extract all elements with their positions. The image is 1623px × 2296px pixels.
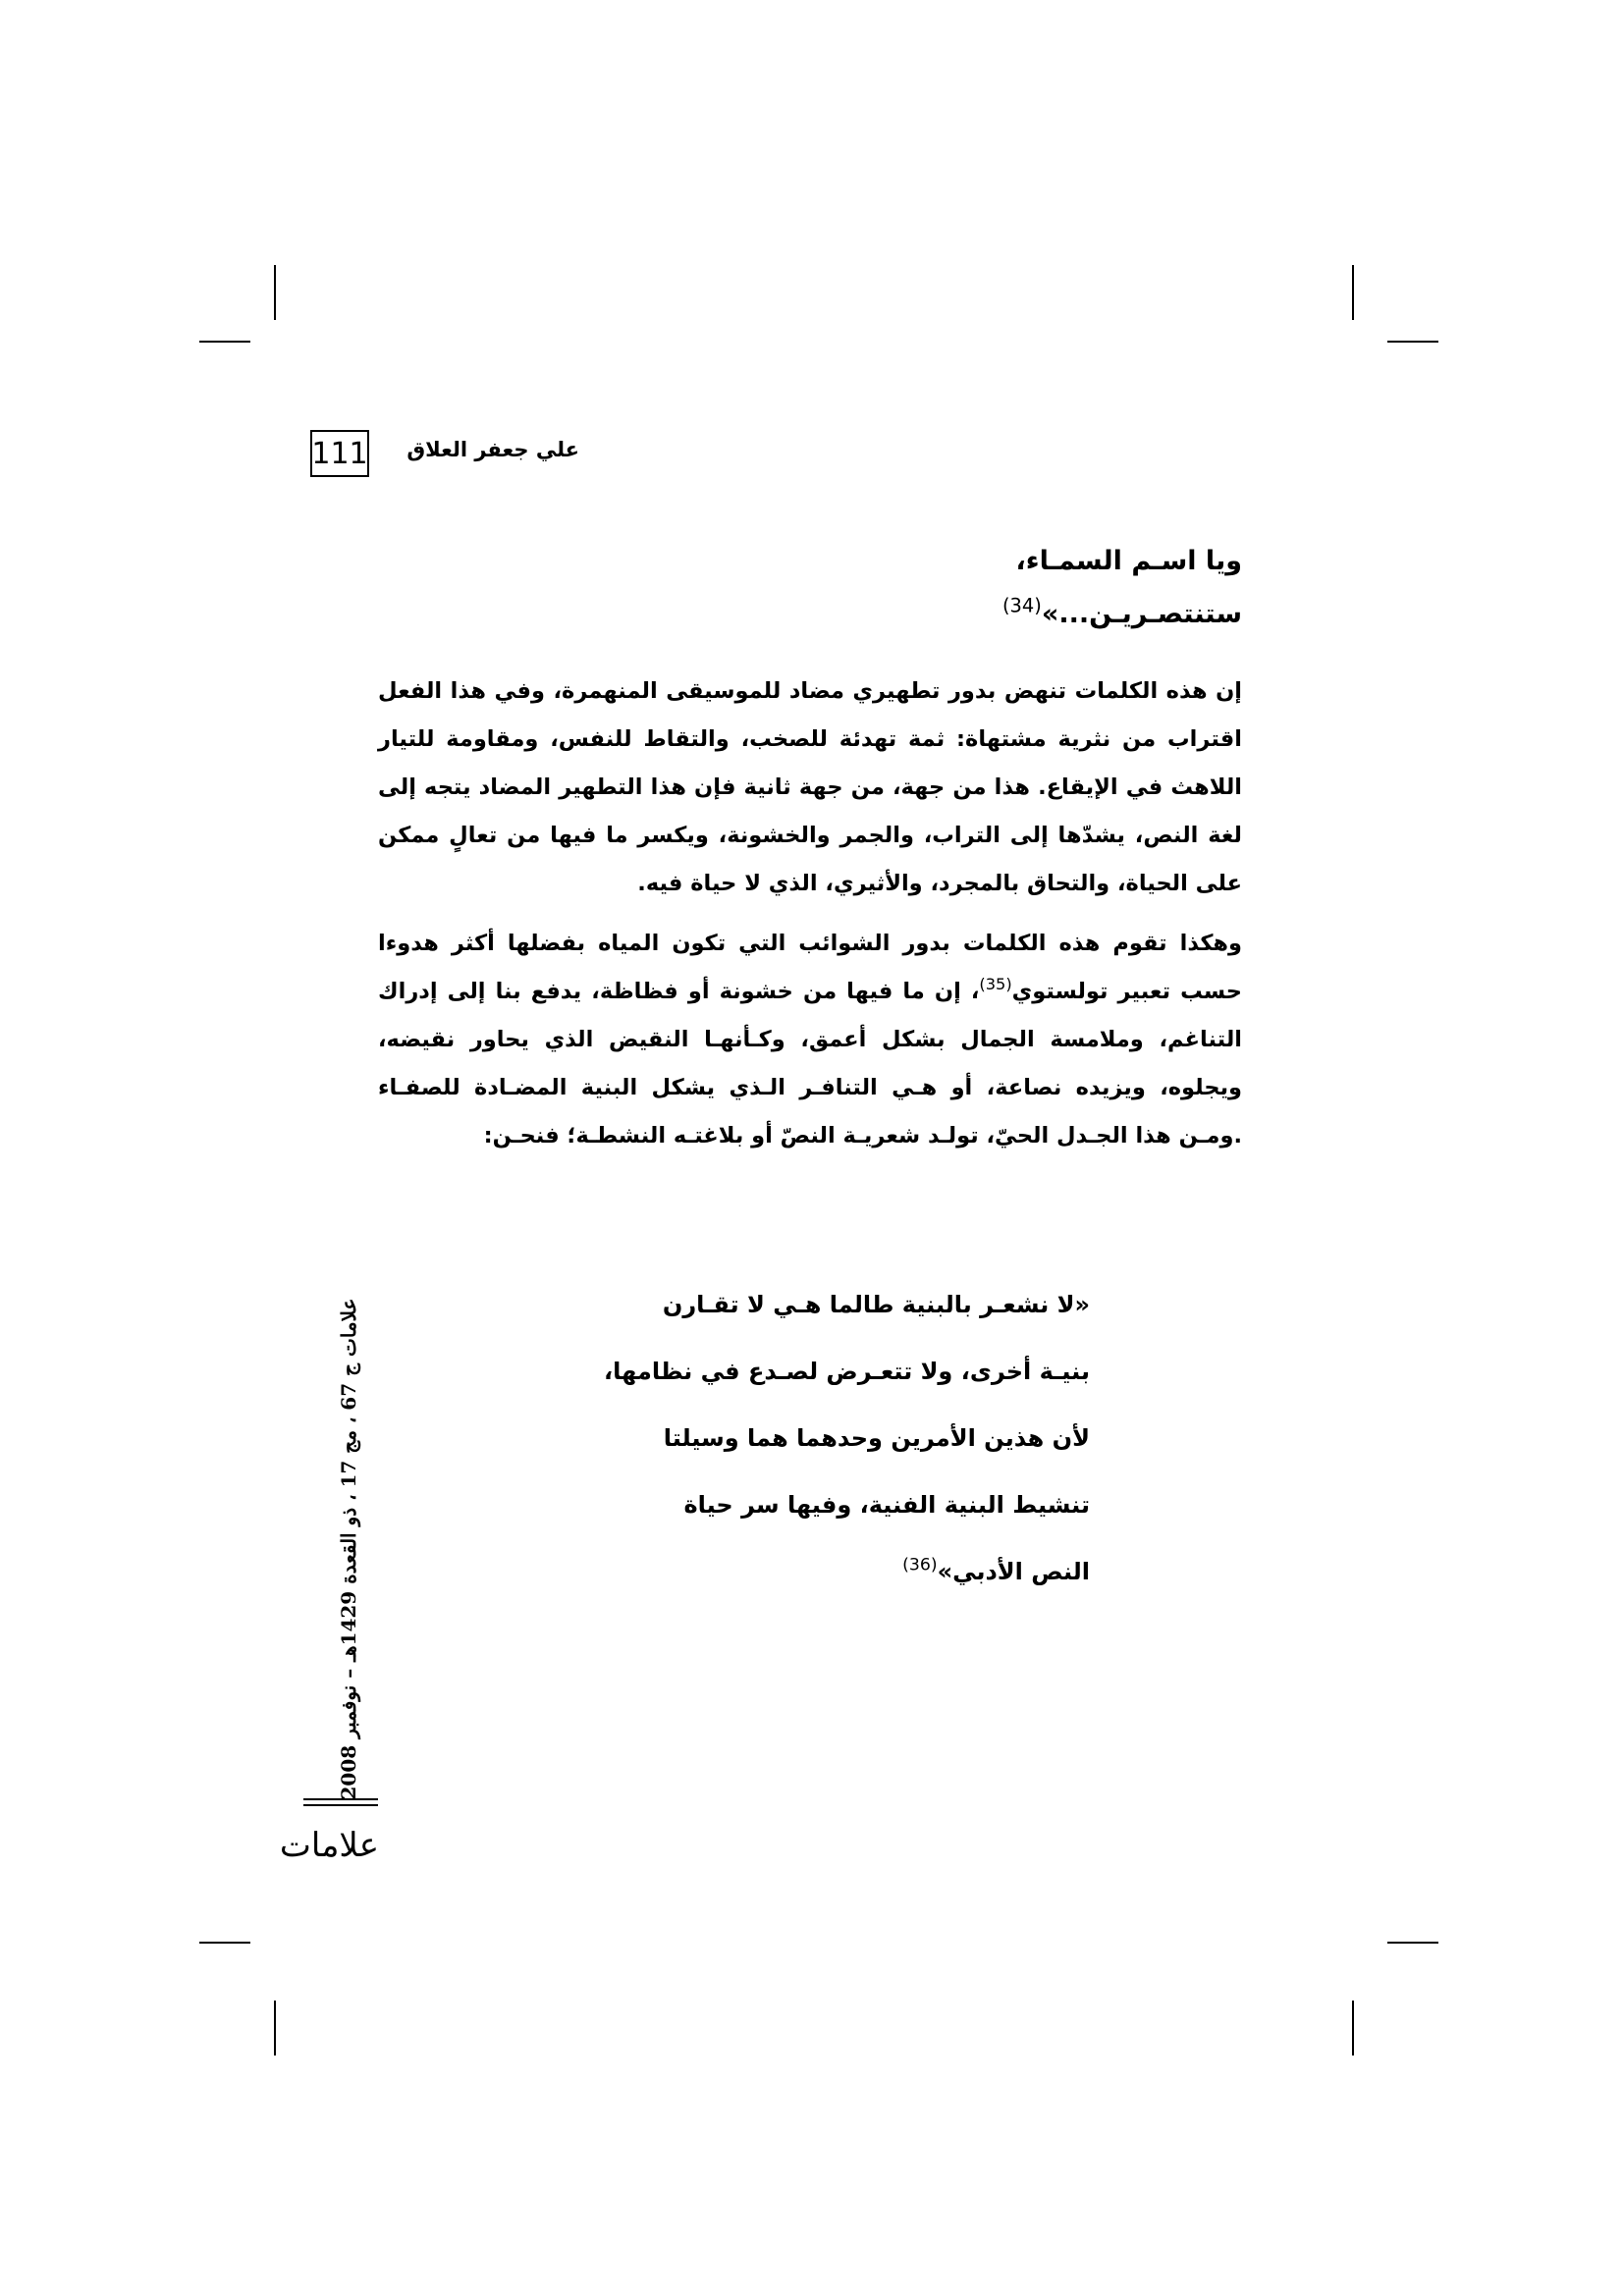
body-text bbox=[378, 667, 1242, 1172]
poem-line: بنيـة أخرى، ولا تتعـرض لصـدع في نظامها، bbox=[604, 1358, 1090, 1385]
paragraph: إن هذه الكلمات تنهض بدور تطهيري مضاد للموسيقى المنهمرة، وفي هذا الفعل اقتراب من نثرية مشتهاة: ثمة تهدئة للصخب، والتقاط للنفس، ومقاومة للتيار اللاهث في الإيقاع. هذا من جهة، من جهة ثانية فإن هذا التطهير المضاد يتجه إلى لغة النص، يشدّها إلى التراب، والجمر والخشونة، ويكسر ما فيها من تعالٍ ممكن على الحياة، والتحاق بالمجرد، والأثيري، الذي لا حياة فيه. bbox=[378, 678, 1242, 896]
crop-mark-top-right-vertical bbox=[1352, 265, 1354, 320]
paragraph bbox=[378, 920, 1242, 1160]
paragraph-text: ، إن ما فيها من خشونة أو فظاظة، يدفع بنا إلى إدراك التناغم، وملامسة الجمال بشكل أعمق، وكـأنهـا النقيض الذي يحاور نقيضه، ويجلوه، ويزيده نصاعة، أو هـي التنافـر الـذي يشكل البنية المضـادة للصفـاء .ومـن هذا الجـدل الحيّ، تولـد شعريـة النصّ أو بلاغتـه النشطـة؛ فنحـن: bbox=[378, 979, 1242, 1148]
paragraph-text: وهكذا تقوم هذه الكلمات بدور الشوائب التي تكون المياه بفضلها أكثر هدوءا حسب تعبير تولستوي bbox=[378, 931, 1243, 1004]
crop-mark-bottom-right-vertical bbox=[1352, 2001, 1354, 2056]
poem-line-text: ستنتصـريـن...» bbox=[1041, 599, 1242, 629]
crop-mark-bottom-right-horizontal bbox=[1387, 1942, 1438, 1944]
crop-mark-top-left-horizontal bbox=[199, 341, 250, 343]
journal-sidebar bbox=[324, 1298, 373, 1800]
page-header bbox=[310, 430, 579, 479]
poem-line bbox=[550, 1538, 1090, 1605]
footnote-ref: (36) bbox=[902, 1555, 938, 1575]
footnote-ref: (34) bbox=[1001, 594, 1042, 617]
poem-fragment-top bbox=[378, 535, 1242, 641]
crop-mark-top-right-horizontal bbox=[1387, 341, 1438, 343]
crop-mark-bottom-left-vertical bbox=[274, 2001, 276, 2056]
poem-line bbox=[378, 588, 1242, 641]
poem-line bbox=[378, 535, 1242, 588]
divider bbox=[303, 1798, 378, 1806]
footnote-ref: (35) bbox=[979, 975, 1012, 994]
journal-issue-info: علامات ج 67 ، مج 17 ، ذو القعدة 1429هـ – نوفمبر 2008 bbox=[337, 1298, 360, 1800]
poem-line-text: النص الأدبي» bbox=[937, 1558, 1090, 1585]
author-name: علي جعفر العلاق bbox=[406, 438, 579, 461]
poem-line: تنشيط البنية الفنية، وفيها سر حياة bbox=[683, 1491, 1090, 1519]
poem-line: «لا نشعـر بالبنية طالما هـي لا تقـارن bbox=[662, 1291, 1090, 1318]
poem-line-text: ويا اسـم السمـاء، bbox=[1015, 546, 1242, 576]
poem-line: لأن هذين الأمرين وحدهما هما وسيلتا bbox=[663, 1424, 1090, 1452]
journal-logo: علامات bbox=[279, 1826, 379, 1865]
page-number: 111 bbox=[310, 430, 369, 477]
crop-mark-top-left-vertical bbox=[274, 265, 276, 320]
block-quote-poem bbox=[550, 1271, 1090, 1605]
crop-mark-bottom-left-horizontal bbox=[199, 1942, 250, 1944]
